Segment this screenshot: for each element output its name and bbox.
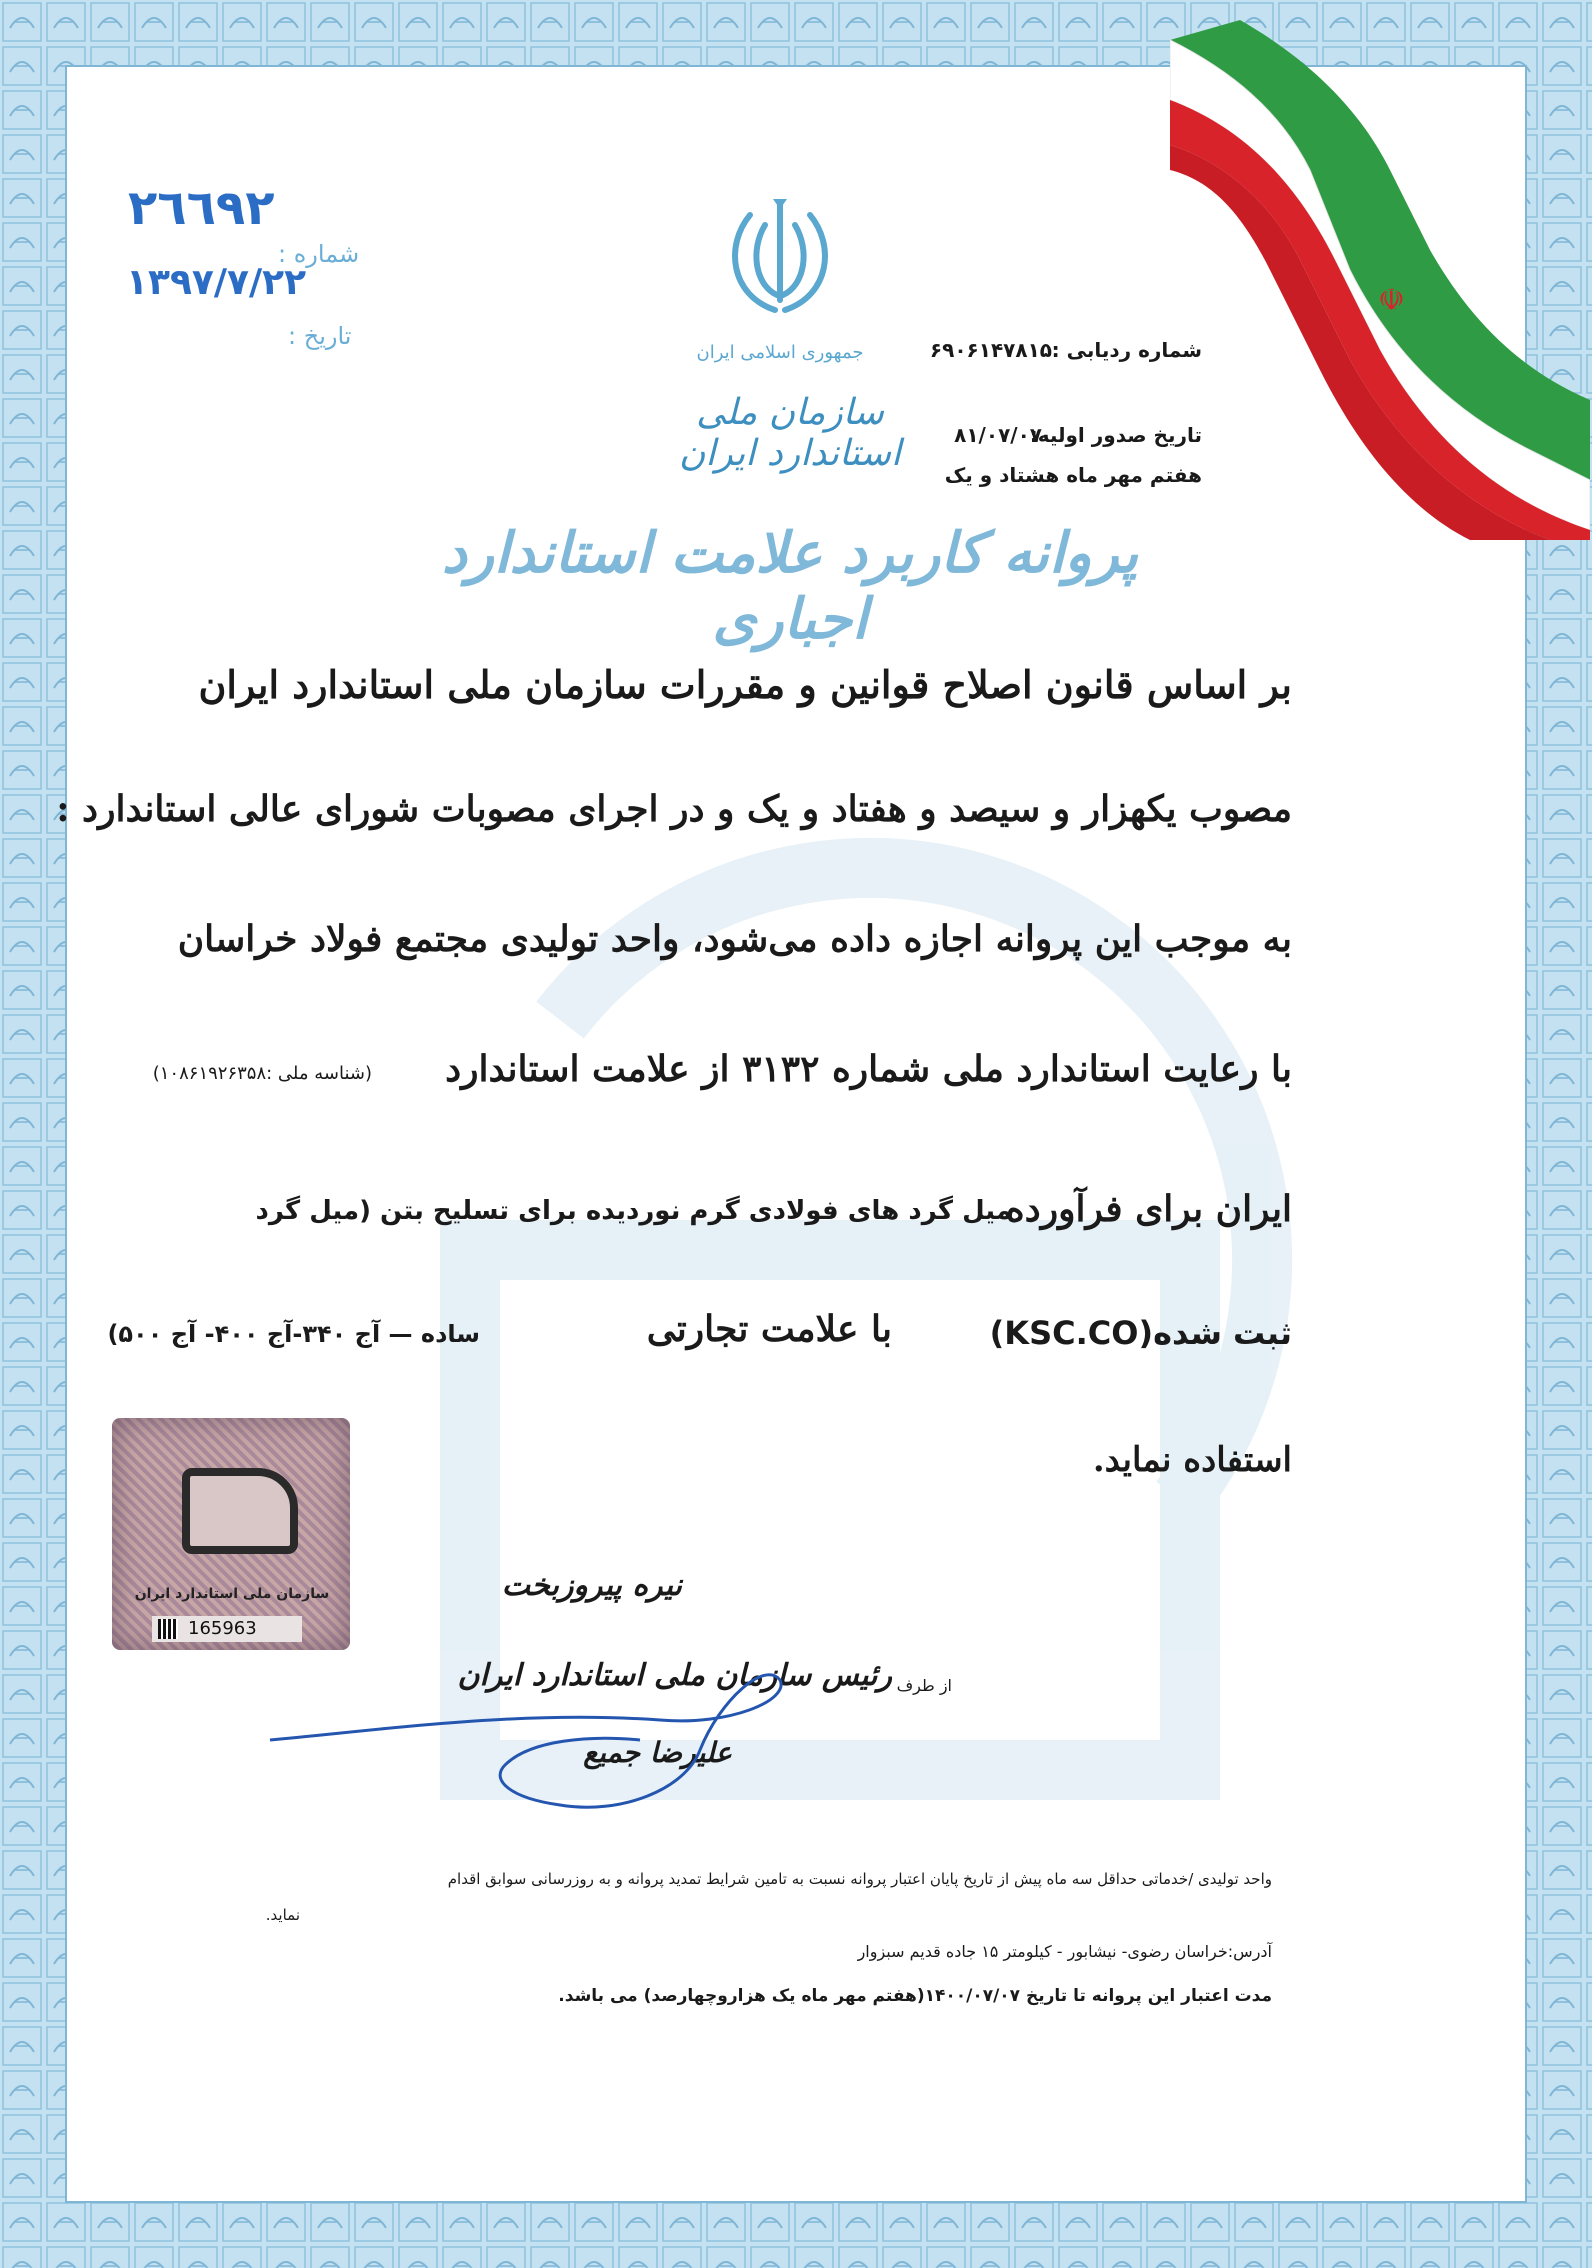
body-line-1: بر اساس قانون اصلاح قوانین و مقررات سازمان ملی استاندارد ایران (198, 662, 1292, 707)
standard-logo-icon (182, 1468, 298, 1554)
hologram-serial: 165963 (188, 1618, 257, 1639)
iran-flag-ribbon (1170, 20, 1590, 540)
signatory-name: نیره پیروزبخت (501, 1568, 682, 1603)
svg-text:☫: ☫ (1378, 283, 1405, 318)
body-line-6-grades: ساده — آج ۳۴۰-آج ۴۰۰- آج ۵۰۰) (107, 1320, 480, 1348)
address: آدرس:خراسان رضوی- نیشابور - کیلومتر ۱۵ جاده قدیم سبزوار (857, 1942, 1272, 1961)
issue-date-value: ۸۱/۰۷/۰۷ (954, 423, 1042, 447)
hologram-seal (112, 1418, 350, 1650)
issue-date-label: تاریخ صدور اولیه: (1029, 423, 1202, 447)
body-line-5-bold: ایران برای فرآورده (1005, 1188, 1292, 1230)
certificate-date: ١٣٩٧/٧/٢٢ (126, 262, 307, 303)
body-line-3: به موجب این پروانه اجازه داده می‌شود، واحد تولیدی مجتمع فولاد خراسان (177, 918, 1292, 960)
signature-scribble (260, 1640, 820, 1830)
body-line-7: استفاده نماید. (1092, 1440, 1292, 1480)
body-line-6-trademark: با علامت تجارتی (646, 1308, 892, 1350)
republic-name: جمهوری اسلامی ایران (696, 342, 864, 363)
body-line-2: مصوب یکهزار و سیصد و هفتاد و یک و در اجرای مصوبات شورای عالی استاندارد : (56, 788, 1292, 830)
hologram-label: سازمان ملی استاندارد ایران (134, 1586, 330, 1602)
certificate-date-label: تاریخ : (288, 322, 352, 350)
iran-emblem-icon (715, 195, 845, 325)
renewal-note: واحد تولیدی /خدماتی حداقل سه ماه پیش از تاریخ پایان اعتبار پروانه نسبت به تامین شرایط تمدید پروانه و به روزرسانی سوابق اقدام (447, 1870, 1272, 1888)
hologram-serial-box (152, 1616, 302, 1642)
certificate-number: ٢٦٦٩٢ (128, 180, 275, 236)
body-line-5-product: میل گرد های فولادی گرم نوردیده برای تسلیح بتن (میل گرد (255, 1196, 1012, 1226)
tracking-label: شماره ردیابی : (1051, 338, 1202, 362)
body-line-6-registered: ثبت شده(KSC.CO) (989, 1314, 1292, 1352)
certificate-title: پروانه کاربرد علامت استاندارد اجباری (441, 520, 1139, 652)
on-behalf-label: از طرف (896, 1676, 952, 1695)
qr-code-icon (158, 1619, 178, 1639)
body-line-4: با رعایت استاندارد ملی شماره ۳۱۳۲ از علامت استاندارد (445, 1048, 1292, 1090)
validity-note: مدت اعتبار این پروانه تا تاریخ ۱۴۰۰/۰۷/۰۷(هفتم مهر ماه یک هزاروچهارصد) می باشد. (558, 1986, 1272, 2006)
issue-date-words: هفتم مهر ماه هشتاد و یک (944, 463, 1202, 487)
tracking-number: ۶۹۰۶۱۴۷۸۱۵ (929, 338, 1052, 362)
signed-by: علیرضا جمیع (583, 1736, 732, 1769)
organization-name: سازمان ملی استاندارد ایران (678, 392, 902, 474)
national-id-note: (شناسه ملی :۱۰۸۶۱۹۲۶۳۵۸) (152, 1063, 372, 1084)
certificate-number-label: شماره : (278, 240, 360, 268)
signatory-org: رئیس سازمان ملی استاندارد ایران (457, 1658, 892, 1693)
renewal-note-end: نماید. (265, 1906, 300, 1924)
